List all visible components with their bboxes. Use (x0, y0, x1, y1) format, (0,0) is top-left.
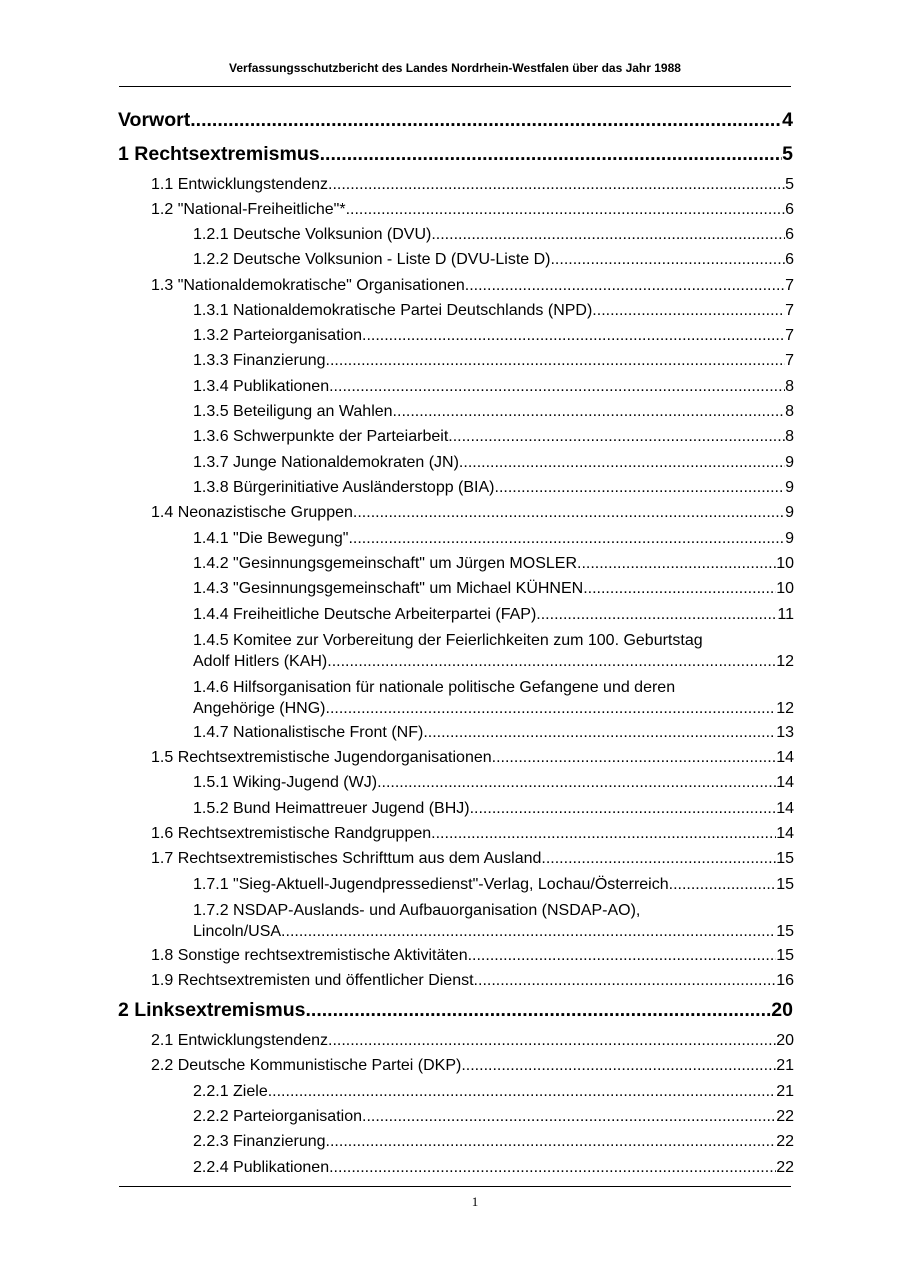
toc-entry-title: 2.2.3 Finanzierung (193, 1133, 326, 1150)
toc-entry-page: 5 (785, 176, 794, 193)
toc-entry-title: 1.3.6 Schwerpunkte der Parteiarbeit (193, 428, 449, 445)
toc-entry-page: 7 (785, 302, 794, 319)
toc-entry[interactable] (193, 351, 794, 371)
toc-leader (348, 529, 785, 549)
toc-entry-title: 1.2 "National-Freiheitliche"* (151, 201, 346, 218)
toc-leader (326, 1132, 777, 1152)
toc-leader (541, 849, 776, 869)
toc-leader (326, 351, 786, 371)
toc-leader (468, 946, 777, 966)
toc-leader (326, 698, 777, 719)
toc-entry-title: 1.4 Neonazistische Gruppen (151, 504, 353, 521)
toc-entry-title: 1.1 Entwicklungstendenz (151, 176, 328, 193)
toc-leader (281, 921, 776, 942)
toc-entry[interactable] (151, 946, 794, 966)
toc-entry-title: 2.2.4 Publikationen (193, 1159, 330, 1176)
toc-leader (495, 478, 786, 498)
toc-leader (190, 108, 782, 132)
toc-entry[interactable] (151, 849, 794, 869)
toc-entry-title: 2.1 Entwicklungstendenz (151, 1032, 328, 1049)
toc-entry-title: 1.8 Sonstige rechtsextremistische Aktivitäten (151, 947, 468, 964)
page-number: 1 (471, 1194, 479, 1209)
toc-entry[interactable] (193, 402, 794, 422)
toc-entry-title: Vorwort (118, 109, 191, 131)
toc-entry[interactable] (193, 875, 794, 895)
toc-entry-page: 7 (785, 327, 794, 344)
toc-entry[interactable] (118, 108, 793, 132)
footer-rule (119, 1186, 791, 1187)
toc-entry[interactable] (151, 200, 794, 220)
toc-leader (465, 276, 785, 296)
toc-entry-title: 1.3.1 Nationaldemokratische Partei Deutschlands (NPD) (193, 302, 593, 319)
toc-entry-page: 22 (776, 1133, 794, 1150)
toc-entry-title: 1.4.4 Freiheitliche Deutsche Arbeiterpartei (FAP) (193, 606, 537, 623)
toc-leader (362, 326, 785, 346)
toc-entry-page: 8 (785, 378, 794, 395)
toc-entry[interactable] (193, 723, 794, 743)
toc-entry-page: 14 (776, 825, 794, 842)
toc-leader (550, 250, 785, 270)
toc-leader (329, 1158, 776, 1178)
toc-entry-title: 1.3.4 Publikationen (193, 378, 330, 395)
toc-entry-page: 6 (785, 201, 794, 218)
toc-entry-page: 8 (785, 403, 794, 420)
toc-entry-page: 9 (785, 454, 794, 471)
toc-entry[interactable] (193, 1107, 794, 1127)
toc-entry[interactable] (193, 225, 794, 245)
toc-entry-title: 2.2.2 Parteiorganisation (193, 1108, 362, 1125)
toc-leader (328, 1031, 776, 1051)
toc-entry-title: 1.2.2 Deutsche Volksunion - Liste D (DVU-Liste D) (193, 251, 551, 268)
toc-entry[interactable] (151, 175, 794, 195)
toc-entry-title-continued: Angehörige (HNG) (193, 700, 326, 717)
toc-entry-page: 9 (785, 530, 794, 547)
toc-leader (431, 225, 785, 245)
toc-entry-page: 5 (782, 143, 793, 165)
toc-entry-page: 14 (776, 749, 794, 766)
toc-entry-page: 15 (776, 923, 794, 940)
toc-leader (328, 175, 785, 195)
toc-entry-title: 1.3.7 Junge Nationaldemokraten (JN) (193, 454, 459, 471)
toc-leader (268, 1082, 776, 1102)
toc-entry[interactable] (193, 630, 794, 672)
toc-leader (592, 301, 785, 321)
toc-entry-page: 22 (776, 1108, 794, 1125)
toc-entry-page: 20 (771, 999, 793, 1021)
toc-entry[interactable] (151, 1056, 794, 1076)
toc-entry-page: 22 (776, 1159, 794, 1176)
toc-entry-title: 1 Rechtsextremismus (118, 143, 320, 165)
toc-entry-title: 1.3.2 Parteiorganisation (193, 327, 362, 344)
toc-entry-title: 1.4.5 Komitee zur Vorbereitung der Feierlichkeiten zum 100. Geburtstag (193, 632, 703, 649)
toc-entry[interactable] (193, 1082, 794, 1102)
toc-leader (448, 427, 785, 447)
toc-entry-title: 1.3.5 Beteiligung an Wahlen (193, 403, 393, 420)
toc-entry[interactable] (193, 554, 794, 574)
toc-leader (320, 142, 783, 166)
toc-entry-page: 4 (782, 109, 793, 131)
toc-entry[interactable] (151, 971, 794, 991)
toc-leader (327, 651, 776, 672)
toc-entry[interactable] (193, 900, 794, 942)
toc-entry-title-continued: Adolf Hitlers (KAH) (193, 653, 328, 670)
toc-entry[interactable] (151, 1031, 794, 1051)
toc-entry[interactable] (151, 824, 794, 844)
toc-entry-page: 15 (776, 876, 794, 893)
toc-entry-page: 11 (777, 606, 794, 623)
toc-entry[interactable] (193, 250, 794, 270)
toc-leader (461, 1056, 776, 1076)
toc-leader (577, 554, 776, 574)
toc-leader (470, 799, 777, 819)
toc-entry-page: 13 (776, 724, 794, 741)
toc-entry-page: 15 (776, 850, 794, 867)
toc-entry-page: 9 (785, 504, 794, 521)
toc-entry-page: 6 (785, 226, 794, 243)
toc-entry-page: 14 (776, 774, 794, 791)
toc-entry[interactable] (193, 773, 794, 793)
toc-entry-title-continued: Lincoln/USA (193, 923, 282, 940)
toc-entry[interactable] (193, 1158, 794, 1178)
toc-entry-page: 21 (776, 1083, 794, 1100)
toc-leader (431, 824, 776, 844)
toc-leader (306, 998, 772, 1022)
toc-entry-page: 6 (785, 251, 794, 268)
toc-leader (583, 579, 776, 599)
toc-entry-title: 2 Linksextremismus (118, 999, 306, 1021)
toc-entry-page: 15 (776, 947, 794, 964)
toc-entry-title: 1.5.1 Wiking-Jugend (WJ) (193, 774, 378, 791)
toc-entry-page: 10 (776, 580, 794, 597)
toc-leader (669, 875, 777, 895)
toc-entry-title: 1.7.2 NSDAP-Auslands- und Aufbauorganisation (NSDAP-AO), (193, 902, 641, 919)
toc-leader (346, 200, 786, 220)
toc-entry-title: 1.9 Rechtsextremisten und öffentlicher Dienst (151, 972, 474, 989)
toc-entry-page: 16 (776, 972, 794, 989)
page-header: Verfassungsschutzbericht des Landes Nordrhein-Westfalen über das Jahr 1988 (229, 61, 681, 75)
toc-entry-page: 7 (785, 277, 794, 294)
toc-leader (474, 971, 777, 991)
toc-leader (377, 773, 776, 793)
toc-entry-title: 2.2.1 Ziele (193, 1083, 268, 1100)
toc-entry[interactable] (193, 478, 794, 498)
toc-entry[interactable] (193, 326, 794, 346)
toc-entry-title: 1.4.2 "Gesinnungsgemeinschaft" um Jürgen MOSLER (193, 555, 577, 572)
toc-leader (353, 503, 785, 523)
toc-entry-title: 1.7 Rechtsextremistisches Schrifttum aus dem Ausland (151, 850, 542, 867)
toc-entry-title: 2.2 Deutsche Kommunistische Partei (DKP) (151, 1057, 462, 1074)
toc-entry-title: 1.3.8 Bürgerinitiative Ausländerstopp (BIA) (193, 479, 495, 496)
toc-entry-title: 1.4.3 "Gesinnungsgemeinschaft" um Michael KÜHNEN (193, 580, 584, 597)
toc-entry[interactable] (193, 1132, 794, 1152)
toc-entry[interactable] (193, 579, 794, 599)
toc-entry-page: 10 (776, 555, 794, 572)
toc-entry-title: 1.4.1 "Die Bewegung" (193, 530, 349, 547)
toc-entry[interactable] (118, 998, 793, 1022)
toc-entry-page: 8 (785, 428, 794, 445)
toc-leader (492, 748, 777, 768)
toc-entry-title: 1.4.7 Nationalistische Front (NF) (193, 724, 424, 741)
toc-entry-title: 1.5.2 Bund Heimattreuer Jugend (BHJ) (193, 800, 470, 817)
toc-leader (423, 723, 776, 743)
toc-entry-title: 1.5 Rechtsextremistische Jugendorganisationen (151, 749, 492, 766)
toc-entry[interactable] (193, 529, 794, 549)
toc-leader (536, 605, 777, 625)
toc-leader (362, 1107, 776, 1127)
toc-leader (329, 377, 785, 397)
toc-leader (459, 453, 785, 473)
toc-entry[interactable] (151, 276, 794, 296)
toc-entry-title: 1.7.1 "Sieg-Aktuell-Jugendpressedienst"-Verlag, Lochau/Österreich (193, 876, 669, 893)
toc-entry-page: 21 (776, 1057, 794, 1074)
toc-entry-page: 7 (785, 352, 794, 369)
toc-entry-page: 12 (776, 700, 794, 717)
toc-entry[interactable] (193, 677, 794, 719)
toc-entry-title: 1.2.1 Deutsche Volksunion (DVU) (193, 226, 432, 243)
toc-entry-title: 1.3 "Nationaldemokratische" Organisationen (151, 277, 465, 294)
toc-entry[interactable] (193, 605, 794, 625)
toc-entry[interactable] (193, 427, 794, 447)
toc-entry[interactable] (118, 142, 793, 166)
toc-entry-title: 1.3.3 Finanzierung (193, 352, 326, 369)
toc-entry-page: 12 (776, 653, 794, 670)
toc-entry-title: 1.6 Rechtsextremistische Randgruppen (151, 825, 432, 842)
toc-entry[interactable] (193, 453, 794, 473)
toc-entry[interactable] (151, 748, 794, 768)
toc-entry[interactable] (193, 799, 794, 819)
toc-entry-page: 20 (776, 1032, 794, 1049)
toc-entry[interactable] (193, 301, 794, 321)
toc-entry[interactable] (151, 503, 794, 523)
toc-entry-page: 9 (785, 479, 794, 496)
toc-entry-page: 14 (776, 800, 794, 817)
toc-entry[interactable] (193, 377, 794, 397)
toc-entry-title: 1.4.6 Hilfsorganisation für nationale politische Gefangene und deren (193, 679, 676, 696)
toc-leader (393, 402, 786, 422)
